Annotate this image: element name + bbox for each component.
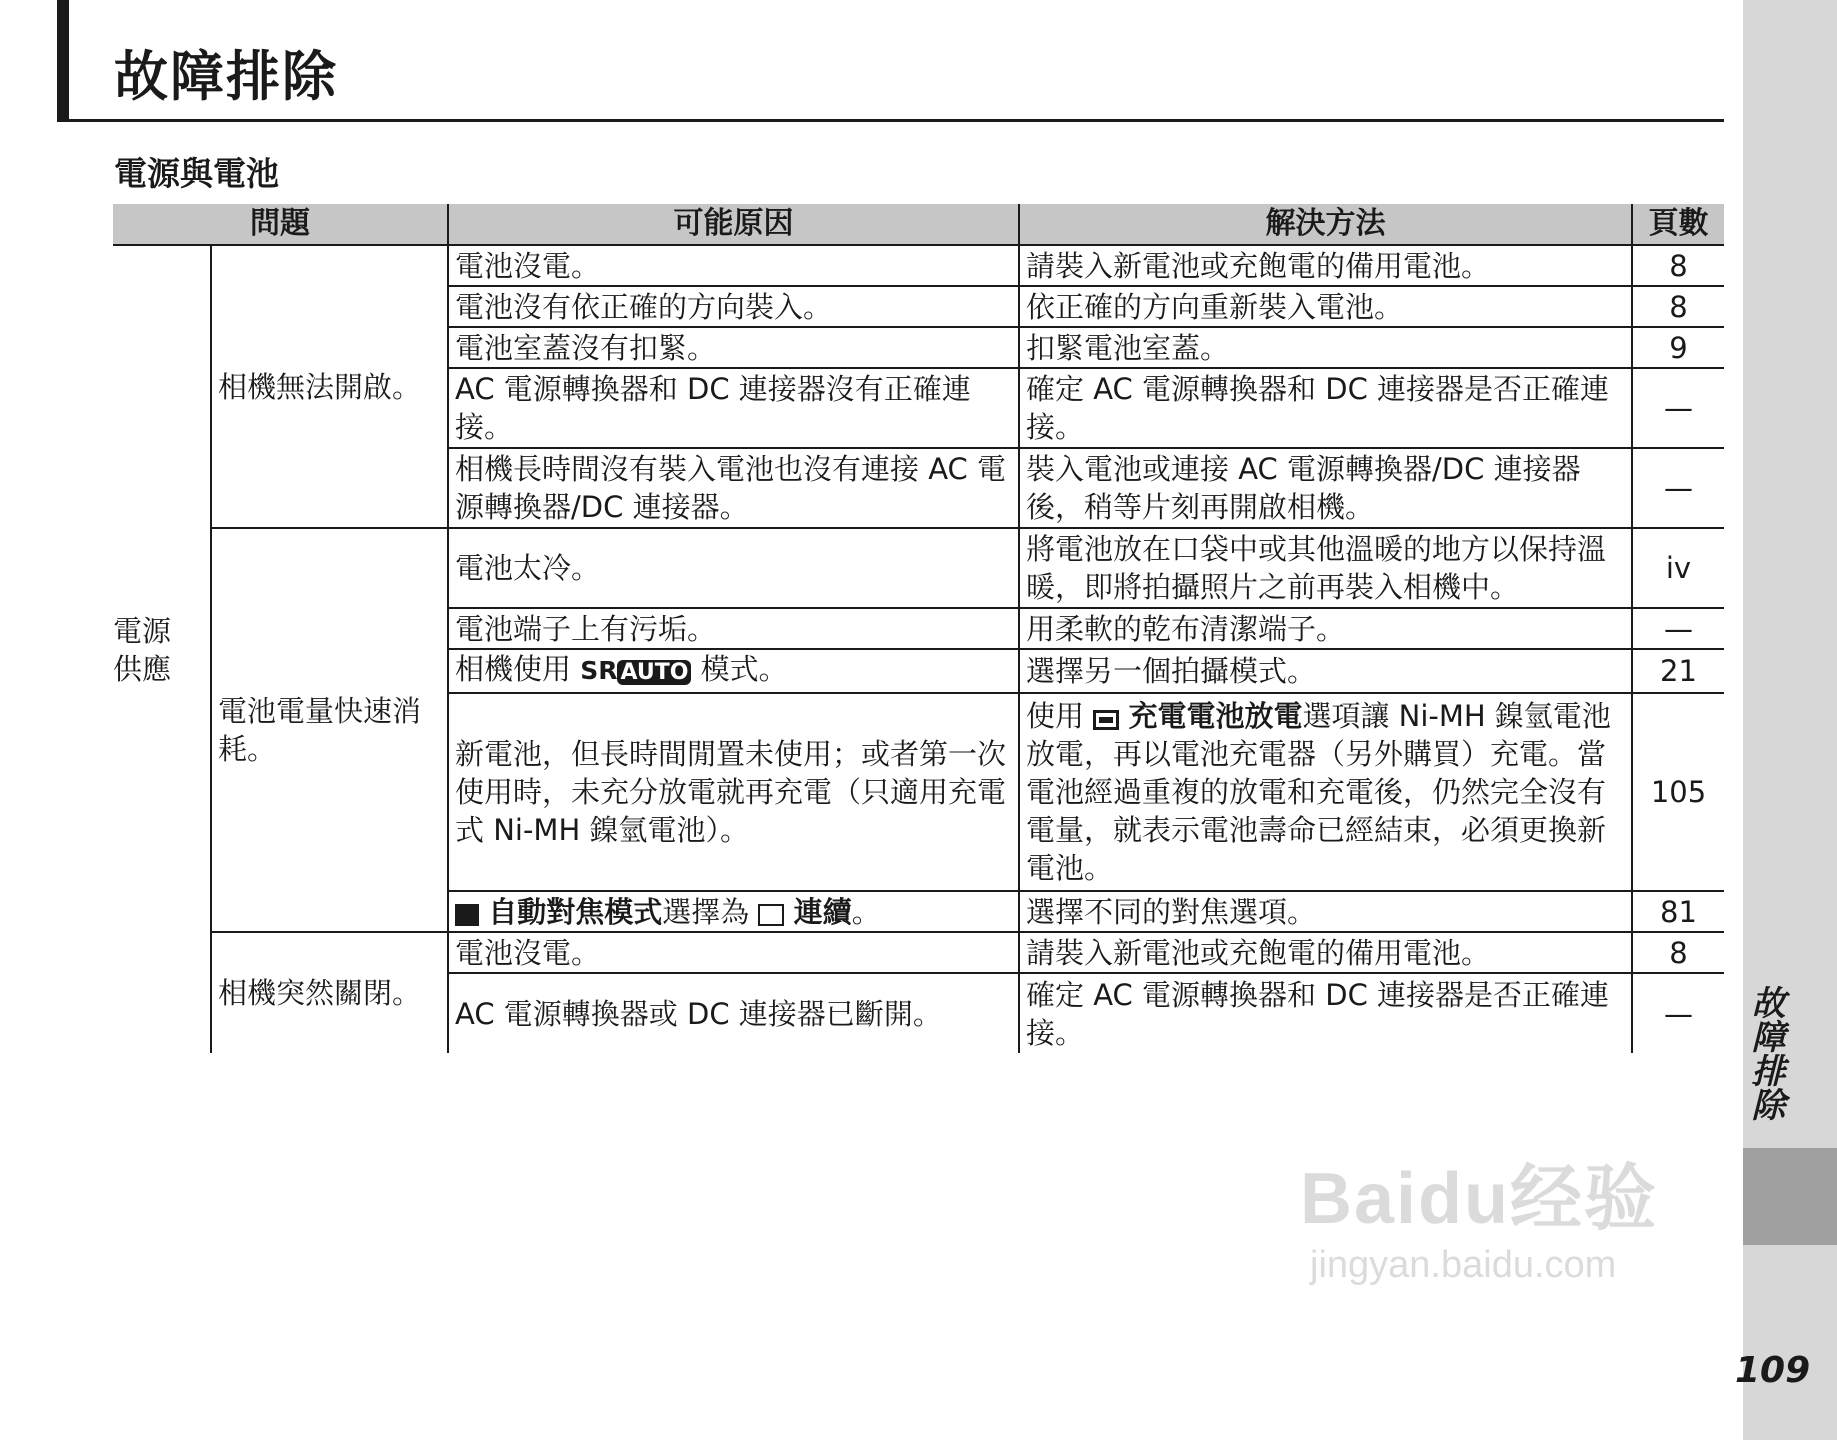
cause-cell: 電池沒電。 [448,932,1019,973]
continuous-af-icon [758,904,784,926]
section-title: 電源與電池 [114,154,279,193]
page-title: 故障排除 [114,45,338,108]
solution-cell: 請裝入新電池或充飽電的備用電池。 [1019,932,1632,973]
problem-cell: 電池電量快速消耗。 [211,528,448,932]
cause-cell [448,649,1019,693]
cause-bold-2: 連續 [793,894,852,929]
page-cell: 105 [1632,693,1724,891]
cause-mid: 選擇為 [662,894,759,929]
solution-cell: 確定 AC 電源轉換器和 DC 連接器是否正確連接。 [1019,368,1632,448]
solution-cell: 將電池放在口袋中或其他溫暖的地方以保持溫暖，即將拍攝照片之前再裝入相機中。 [1019,528,1632,608]
cause-cell: 電池端子上有污垢。 [448,608,1019,649]
cause-cell: 電池太冷。 [448,528,1019,608]
problem-cell: 相機突然關閉。 [211,932,448,1053]
solution-cell: 扣緊電池室蓋。 [1019,327,1632,368]
cause-prefix: 相機使用 [455,652,581,686]
page-cell: 8 [1632,932,1724,973]
solution-cell: 選擇不同的對焦選項。 [1019,891,1632,932]
page-cell: 81 [1632,891,1724,932]
title-accent-bar [57,0,69,122]
page-cell: — [1632,608,1724,649]
solution-bold: 充電電池放電 [1128,699,1303,733]
watermark-url: jingyan.baidu.com [1310,1244,1617,1286]
page-cell: 9 [1632,327,1724,368]
page-cell: — [1632,973,1724,1053]
cause-cell: 新電池，但長時間閒置未使用；或者第一次使用時，未充分放電就再充電（只適用充電式 Ni-MH 鎳氫電池）。 [448,693,1019,891]
solution-cell: 請裝入新電池或充飽電的備用電池。 [1019,245,1632,286]
table-row [113,932,1724,973]
cause-cell: 電池室蓋沒有扣緊。 [448,327,1019,368]
cause-cell: 電池沒有依正確的方向裝入。 [448,286,1019,327]
solution-cell [1019,693,1632,891]
cause-cell [448,891,1019,932]
side-tab-label: 故障排除 [1745,985,1785,1121]
cause-cell: AC 電源轉換器或 DC 連接器已斷開。 [448,973,1019,1053]
table-row [113,245,1724,286]
sr-icon-text: SR [580,656,618,685]
page-cell: — [1632,448,1724,528]
solution-cell: 用柔軟的乾布清潔端子。 [1019,608,1632,649]
header-solution: 解決方法 [1019,204,1632,245]
watermark [1300,1140,1658,1287]
page-cell: — [1632,368,1724,448]
page-cell: 21 [1632,649,1724,693]
page-cell: iv [1632,528,1724,608]
title-divider [57,119,1724,122]
cause-cell: 電池沒電。 [448,245,1019,286]
af-mode-icon [455,904,479,926]
cause-cell: 相機長時間沒有裝入電池也沒有連接 AC 電源轉換器/DC 連接器。 [448,448,1019,528]
cause-bold: 自動對焦模式 [488,894,663,929]
solution-cell: 選擇另一個拍攝模式。 [1019,649,1632,693]
auto-icon-text: AUTO [617,660,691,685]
cause-cell: AC 電源轉換器和 DC 連接器沒有正確連接。 [448,368,1019,448]
cause-end: 。 [851,894,881,929]
page-cell: 8 [1632,245,1724,286]
solution-cell: 裝入電池或連接 AC 電源轉換器/DC 連接器後，稍等片刻再開啟相機。 [1019,448,1632,528]
solution-suffix: 選項讓 Ni-MH 鎳氫電池放電，再以電池充電器（另外購買）充電。當電池經過重複的放電和充電後，仍然完全沒有電量，就表示電池壽命已經結束，必須更換新電池。 [1026,699,1611,885]
sr-auto-mode-icon [580,656,691,685]
header-problem: 問題 [113,204,448,245]
table-header-row [113,204,1724,245]
troubleshooting-table [113,204,1724,1053]
header-cause: 可能原因 [448,204,1019,245]
solution-cell: 確定 AC 電源轉換器和 DC 連接器是否正確連接。 [1019,973,1632,1053]
battery-menu-icon [1093,710,1119,730]
problem-cell: 相機無法開啟。 [211,245,448,528]
cause-suffix: 模式。 [691,652,788,686]
page-number: 109 [1735,1350,1811,1391]
side-tab-marker [1743,1148,1837,1245]
watermark-logo-text: Baidu经验 [1300,1159,1659,1239]
header-page: 頁數 [1632,204,1724,245]
page-cell: 8 [1632,286,1724,327]
solution-prefix: 使用 [1026,699,1094,733]
table-row [113,528,1724,608]
category-cell: 電源 供應 [113,613,172,686]
solution-cell: 依正確的方向重新裝入電池。 [1019,286,1632,327]
